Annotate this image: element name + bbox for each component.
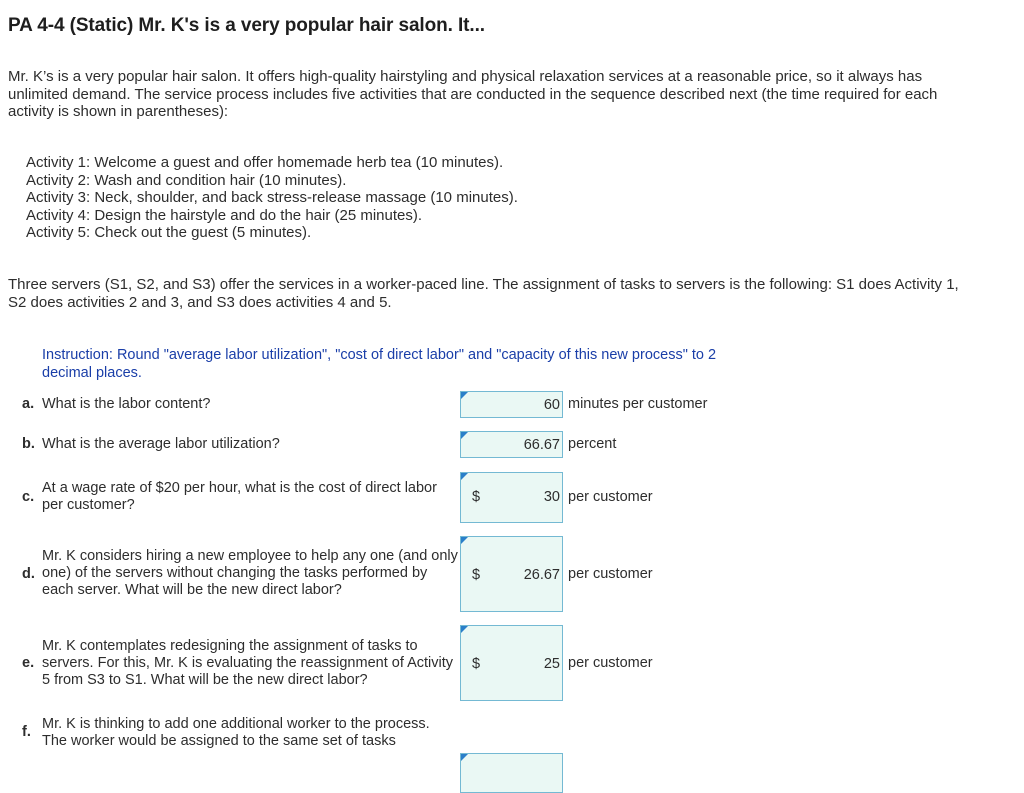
question-text: What is the average labor utilization? <box>42 436 280 452</box>
activity-list <box>26 154 518 242</box>
question-text: Mr. K is thinking to add one additional worker to the process. The worker would be assigned to the same set of tasks <box>42 716 430 750</box>
answer-value[interactable]: 26.67 <box>523 567 560 583</box>
answer-field-b[interactable] <box>460 431 563 458</box>
answer-unit: per customer <box>568 489 653 505</box>
answer-value[interactable]: 60 <box>543 397 560 413</box>
field-marker-icon <box>461 392 468 399</box>
question-letter: f. <box>22 724 31 740</box>
question-letter: c. <box>22 489 35 505</box>
question-letter: e. <box>22 655 35 671</box>
answer-field-c[interactable] <box>460 472 563 523</box>
question-text: What is the labor content? <box>42 396 211 412</box>
question-text: Mr. K contemplates redesigning the assignment of tasks to servers. For this, Mr. K is evaluating the reassignment of Activity 5 from S3 to S1. What will be the new direct labor? <box>42 638 453 689</box>
field-marker-icon <box>461 432 468 439</box>
currency-symbol: $ <box>472 656 481 672</box>
currency-symbol: $ <box>472 567 481 583</box>
question-letter: a. <box>22 396 35 412</box>
answer-unit: per customer <box>568 655 653 671</box>
activity-item: Activity 4: Design the hairstyle and do the hair (25 minutes). <box>26 206 423 224</box>
activity-item: Activity 5: Check out the guest (5 minutes). <box>26 224 312 242</box>
field-marker-icon <box>461 537 468 544</box>
servers-description: Three servers (S1, S2, and S3) offer the services in a worker-paced line. The assignment of tasks to servers is the following: S1 does Activity 1, S2 does activities 2 and 3, and S3 does activities 4 and 5. <box>8 276 959 311</box>
activity-item: Activity 1: Welcome a guest and offer homemade herb tea (10 minutes). <box>26 154 504 171</box>
page-title: PA 4-4 (Static) Mr. K's is a very popular hair salon. It... <box>8 15 485 36</box>
answer-unit: minutes per customer <box>568 396 708 412</box>
answer-field-f[interactable] <box>460 753 563 793</box>
question-letter: d. <box>22 566 35 582</box>
currency-symbol: $ <box>472 489 481 505</box>
problem-intro: Mr. K’s is a very popular hair salon. It offers high-quality hairstyling and physical relaxation services at a reasonable price, so it always has unlimited demand. The service process includes five activities that are conducted in the sequence described next (the time required for each activity is shown in parentheses): <box>8 68 938 120</box>
question-letter: b. <box>22 436 35 452</box>
field-marker-icon <box>461 626 468 633</box>
field-marker-icon <box>461 754 468 761</box>
instruction-text: Instruction: Round "average labor utilization", "cost of direct labor" and "capacity of this new process" to 2 decimal places. <box>42 347 717 381</box>
activity-item: Activity 2: Wash and condition hair (10 minutes). <box>26 171 347 189</box>
answer-value[interactable]: 30 <box>543 489 560 505</box>
answer-value[interactable]: 66.67 <box>523 437 560 453</box>
field-marker-icon <box>461 473 468 480</box>
answer-unit: percent <box>568 436 617 452</box>
question-text: At a wage rate of $20 per hour, what is the cost of direct labor per customer? <box>42 480 437 514</box>
answer-field-a[interactable] <box>460 391 563 418</box>
answer-field-e[interactable] <box>460 625 563 701</box>
answer-value[interactable]: 25 <box>543 656 560 672</box>
activity-item: Activity 3: Neck, shoulder, and back stress-release massage (10 minutes). <box>26 189 518 207</box>
answer-unit: per customer <box>568 566 653 582</box>
answer-field-d[interactable] <box>460 536 563 612</box>
question-text: Mr. K considers hiring a new employee to help any one (and only one) of the servers without changing the tasks performed by each server. What will be the new direct labor? <box>42 548 458 599</box>
